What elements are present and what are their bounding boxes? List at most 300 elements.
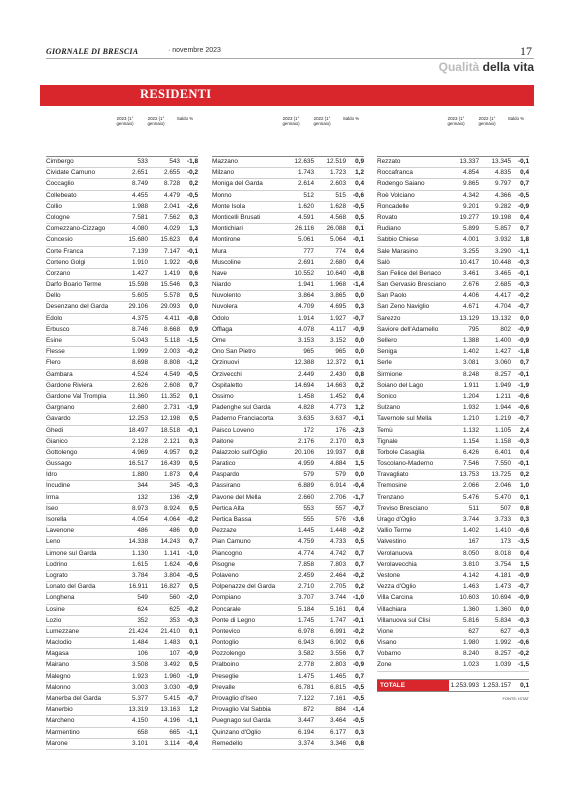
table-row	[377, 448, 529, 459]
residents-2022: 1.211	[495, 392, 511, 400]
residents-2023: 3.864	[298, 292, 314, 300]
table-row	[46, 560, 198, 571]
saldo-value: -0,2	[352, 527, 364, 535]
municipality-name: Ponte di Legno	[212, 616, 255, 624]
residents-2022: 8.257	[495, 650, 511, 658]
page-number: 17	[520, 44, 532, 58]
table-row	[377, 437, 529, 448]
residents-2022: 1.448	[330, 527, 346, 535]
residents-2022: 965	[335, 348, 346, 356]
residents-2022: 173	[500, 538, 511, 546]
table-row	[377, 549, 529, 560]
municipality-name: Pavone del Mella	[212, 493, 262, 501]
municipality-name: Idro	[46, 471, 58, 479]
residents-2023: 2.176	[298, 437, 314, 445]
residents-2023: 627	[468, 627, 479, 635]
saldo-value: 0,4	[520, 448, 529, 456]
table-row	[46, 582, 198, 593]
header-2023: 2023 (1° gennaio)	[116, 116, 134, 126]
table-row	[46, 481, 198, 492]
municipality-name: Polpenazze del Garda	[212, 583, 276, 591]
saldo-value: -1,5	[517, 661, 529, 669]
residents-2022: 19.198	[491, 213, 511, 221]
residents-2022: 26.088	[326, 225, 346, 233]
residents-2023: 20.106	[294, 448, 314, 456]
municipality-name: Marmentino	[46, 728, 80, 736]
residents-2023: 4.524	[132, 370, 148, 378]
saldo-value: -0,3	[186, 482, 198, 490]
municipality-name: Tignale	[377, 437, 398, 445]
residents-2022: 4.064	[164, 516, 180, 523]
residents-2023: 549	[137, 594, 148, 602]
municipality-name: Paspardo	[212, 471, 240, 479]
residents-2022: 4.117	[330, 325, 346, 333]
table-row	[212, 672, 364, 683]
municipality-name: Incudine	[46, 482, 71, 490]
residents-2023: 16.517	[128, 460, 148, 468]
municipality-name: Longhena	[46, 594, 75, 602]
residents-2023: 18.497	[128, 426, 148, 434]
table-row	[377, 358, 529, 369]
table-row	[212, 481, 364, 492]
residents-2023: 4.854	[463, 169, 479, 177]
table-row	[46, 437, 198, 448]
saldo-value: 0,4	[189, 236, 198, 244]
table-row	[377, 537, 529, 548]
saldo-value: -0,2	[186, 169, 198, 177]
saldo-value: -0,5	[517, 191, 529, 199]
saldo-value: -0,1	[352, 236, 364, 244]
saldo-value: -0,2	[517, 650, 529, 658]
municipality-name: Tremosine	[377, 482, 407, 490]
section-title	[439, 60, 534, 74]
table-row	[212, 336, 364, 347]
saldo-value: -0,7	[352, 314, 364, 322]
saldo-value: 0,0	[520, 605, 529, 613]
saldo-value: -0,2	[186, 605, 198, 613]
table-row	[212, 683, 364, 694]
saldo-value: 0,3	[355, 437, 364, 445]
saldo-value: -0,1	[352, 415, 364, 423]
header-rule	[46, 58, 534, 59]
residents-2023: 1.620	[298, 202, 314, 210]
saldo-value: 0,0	[355, 337, 364, 344]
table-row	[377, 627, 529, 638]
residents-2023: 8.698	[132, 359, 148, 367]
saldo-value: -0,7	[517, 415, 529, 423]
table-row	[46, 302, 198, 313]
residents-2023: 872	[303, 706, 314, 714]
municipality-name: Cologne	[46, 213, 70, 221]
saldo-value: 0,8	[520, 504, 529, 512]
residents-2022: 6.914	[330, 482, 346, 490]
residents-2022: 3.492	[164, 661, 180, 669]
residents-2023: 6.194	[298, 728, 314, 736]
saldo-value: -0,5	[352, 202, 364, 210]
residents-2023: 1.615	[132, 560, 148, 568]
municipality-name: Orzivecchi	[212, 370, 242, 378]
residents-2023: 6.889	[298, 482, 314, 490]
saldo-value: 0,7	[520, 359, 529, 367]
table-row	[212, 358, 364, 369]
residents-2022: 2.803	[330, 661, 346, 669]
municipality-name: Vione	[377, 627, 394, 635]
municipality-name: Lavenone	[46, 527, 75, 535]
total-2023: 1.253.993	[450, 681, 479, 689]
residents-2023: 3.784	[132, 571, 148, 579]
saldo-value: 0,8	[355, 370, 364, 378]
table-row	[377, 605, 529, 616]
municipality-name: Pralboino	[212, 661, 240, 669]
municipality-name: Rezzato	[377, 158, 401, 165]
residents-2022: 1.628	[330, 202, 346, 210]
table-row	[46, 515, 198, 526]
municipality-name: Ono San Pietro	[212, 348, 256, 356]
residents-2023: 10.417	[459, 258, 479, 266]
municipality-name: Sellero	[377, 337, 397, 344]
saldo-value: 0,0	[520, 314, 529, 322]
table-row	[377, 168, 529, 179]
residents-2023: 4.455	[132, 191, 148, 199]
residents-2023: 5.043	[132, 337, 148, 344]
residents-2022: 1.105	[495, 426, 511, 434]
table-row	[212, 426, 364, 437]
saldo-value: -1,9	[186, 404, 198, 412]
municipality-name: Gambara	[46, 370, 73, 378]
table-row	[377, 202, 529, 213]
saldo-value: 1,3	[189, 225, 198, 233]
municipality-name: Quinzano d'Oglio	[212, 728, 261, 736]
residents-2023: 4.080	[132, 225, 148, 233]
table-row	[46, 280, 198, 291]
saldo-value: 0,5	[189, 583, 198, 591]
table-row	[46, 179, 198, 190]
table-row	[212, 549, 364, 560]
table-row	[46, 269, 198, 280]
municipality-name: Salò	[377, 258, 390, 266]
municipality-name: Iseo	[46, 504, 59, 512]
municipality-name: Paitone	[212, 437, 234, 445]
saldo-value: 0,2	[355, 381, 364, 389]
saldo-value: -0,1	[517, 460, 529, 468]
saldo-value: 0,5	[355, 213, 364, 221]
residents-2022: 6.401	[495, 448, 511, 456]
saldo-value: -0,4	[352, 482, 364, 490]
residents-2022: 4.029	[164, 225, 180, 233]
residents-2022: 3.346	[330, 739, 346, 747]
saldo-value: 0,3	[355, 303, 364, 311]
residents-2023: 9.201	[463, 202, 479, 210]
table-row	[377, 593, 529, 604]
municipality-name: Concesio	[46, 236, 73, 244]
residents-2023: 1.910	[132, 258, 148, 266]
municipality-name: Tavernole sul Mella	[377, 415, 432, 423]
table-row	[377, 560, 529, 571]
table-row	[377, 392, 529, 403]
municipality-name: Urago d'Oglio	[377, 516, 416, 523]
residents-2022: 5.118	[164, 337, 180, 344]
residents-2023: 6.943	[298, 639, 314, 647]
residents-2023: 1.914	[298, 314, 314, 322]
table-row	[377, 381, 529, 392]
municipality-name: Manerba del Garda	[46, 695, 102, 702]
residents-2023: 13.129	[459, 314, 479, 322]
saldo-value: -0,9	[517, 325, 529, 333]
residents-2022: 507	[500, 504, 511, 512]
residents-2022: 557	[335, 504, 346, 512]
residents-2022: 14.243	[160, 538, 180, 546]
table-row	[377, 493, 529, 504]
saldo-value: -0,3	[517, 258, 529, 266]
municipality-name: Temù	[377, 426, 393, 434]
saldo-value: 0,1	[355, 359, 364, 367]
residents-2022: 2.731	[164, 404, 180, 412]
saldo-value: 0,7	[520, 180, 529, 188]
table-row	[212, 414, 364, 425]
municipality-name: Pompiano	[212, 594, 241, 602]
municipality-name: Rovato	[377, 213, 398, 221]
saldo-value: -0,9	[517, 594, 529, 602]
municipality-name: Montichiari	[212, 225, 243, 233]
municipality-name: Esine	[46, 337, 62, 344]
residents-2023: 2.459	[298, 571, 314, 579]
residents-2022: 1.473	[495, 583, 511, 591]
residents-2022: 8.728	[164, 180, 180, 188]
table-row	[46, 168, 198, 179]
residents-2022: 107	[169, 650, 180, 658]
residents-2022: 486	[169, 527, 180, 535]
residents-2023: 12.388	[294, 359, 314, 367]
residents-2023: 26.116	[294, 225, 314, 233]
column-header	[46, 112, 198, 156]
residents-2022: 665	[169, 728, 180, 736]
table-row	[46, 716, 198, 727]
residents-2022: 1.624	[164, 560, 180, 568]
table-row	[46, 247, 198, 258]
residents-2022: 13.725	[491, 471, 511, 479]
residents-2023: 344	[137, 482, 148, 490]
residents-2022: 2.464	[330, 571, 346, 579]
municipality-name: Desenzano del Garda	[46, 303, 109, 311]
residents-2022: 5.470	[495, 493, 511, 501]
residents-2022: 6.815	[330, 683, 346, 691]
saldo-value: 0,9	[189, 325, 198, 333]
header-saldo: Saldo %	[176, 116, 194, 121]
residents-2022: 1.360	[495, 605, 511, 613]
saldo-value: -1,4	[352, 281, 364, 289]
municipality-name: Corte Franca	[46, 247, 84, 255]
residents-2023: 1.475	[298, 672, 314, 680]
residents-2023: 7.139	[132, 247, 148, 255]
residents-2023: 10.603	[459, 594, 479, 602]
residents-2023: 1.402	[463, 348, 479, 356]
municipality-name: Gianico	[46, 437, 68, 445]
residents-banner	[40, 85, 534, 106]
residents-2022: 1.968	[330, 281, 346, 289]
saldo-value: -0,5	[352, 717, 364, 725]
saldo-value: -0,2	[352, 571, 364, 579]
saldo-value: 1,0	[520, 482, 529, 490]
residents-2023: 3.447	[298, 717, 314, 725]
residents-2023: 3.255	[463, 247, 479, 255]
municipality-name: Cividate Camuno	[46, 169, 96, 177]
municipality-name: Dello	[46, 292, 61, 300]
table-row	[46, 448, 198, 459]
residents-2023: 1.463	[463, 583, 479, 591]
saldo-value: -0,3	[517, 437, 529, 445]
saldo-value: -0,9	[517, 337, 529, 344]
municipality-name: Pisogne	[212, 560, 236, 568]
municipality-name: Passirano	[212, 482, 241, 490]
residents-2022: 3.754	[495, 560, 511, 568]
municipality-name: Villanuova sul Clisi	[377, 616, 431, 624]
saldo-value: 0,7	[355, 650, 364, 658]
residents-2022: 6.991	[330, 627, 346, 635]
municipality-name: Leno	[46, 538, 61, 546]
municipality-name: Nave	[212, 269, 227, 277]
table-row	[46, 291, 198, 302]
residents-2023: 1.388	[463, 337, 479, 344]
municipality-name: Roncadelle	[377, 202, 409, 210]
saldo-value: -0,6	[517, 639, 529, 647]
saldo-value: 0,4	[520, 213, 529, 221]
residents-2023: 10.552	[294, 269, 314, 277]
residents-2023: 106	[137, 650, 148, 658]
municipality-name: Maclodio	[46, 639, 72, 647]
saldo-value: 0,2	[189, 448, 198, 456]
saldo-value: -0,7	[186, 695, 198, 702]
saldo-value: 0,5	[189, 504, 198, 512]
municipality-name: Ossimo	[212, 392, 234, 400]
table-row	[46, 202, 198, 213]
residents-2022: 7.161	[330, 695, 346, 702]
municipality-name: Paisco Loveno	[212, 426, 254, 434]
residents-2022: 19.937	[326, 448, 346, 456]
municipality-name: Edolo	[46, 314, 63, 322]
saldo-value: -0,9	[352, 325, 364, 333]
table-row	[212, 728, 364, 739]
residents-2022: 1.410	[495, 527, 511, 535]
residents-2022: 3.114	[164, 739, 180, 747]
table-row	[377, 616, 529, 627]
saldo-value: -1,8	[517, 348, 529, 356]
saldo-value: 0,0	[355, 348, 364, 356]
residents-2023: 5.899	[463, 225, 479, 233]
table-row	[212, 325, 364, 336]
saldo-value: -0,6	[352, 191, 364, 199]
residents-2023: 2.676	[463, 281, 479, 289]
residents-2023: 4.001	[463, 236, 479, 244]
residents-2023: 555	[303, 516, 314, 523]
residents-2022: 2.041	[164, 202, 180, 210]
municipality-name: Padenghe sul Garda	[212, 404, 271, 412]
residents-2023: 167	[468, 538, 479, 546]
residents-2022: 5.834	[495, 616, 511, 624]
residents-2022: 15.623	[160, 236, 180, 244]
municipality-name: Gottolengo	[46, 448, 78, 456]
table-row	[377, 515, 529, 526]
saldo-value: -0,3	[517, 616, 529, 624]
header-2022: 2022 (1° gennaio)	[313, 116, 331, 126]
table-row	[46, 191, 198, 202]
saldo-value: -0,9	[352, 661, 364, 669]
residents-2022: 176	[335, 426, 346, 434]
table-row	[46, 694, 198, 705]
saldo-value: -0,4	[186, 739, 198, 747]
municipality-name: Provaglio Val Sabbia	[212, 706, 271, 714]
saldo-value: -0,9	[186, 650, 198, 658]
municipality-name: San Paolo	[377, 292, 407, 300]
saldo-value: 0,0	[355, 292, 364, 300]
residents-2023: 3.810	[463, 560, 479, 568]
residents-2023: 5.605	[132, 292, 148, 300]
municipality-name: San Zeno Naviglio	[377, 303, 430, 311]
table-row	[46, 593, 198, 604]
total-saldo: 0,1	[520, 681, 529, 689]
saldo-value: -0,5	[186, 370, 198, 378]
residents-2023: 1.941	[298, 281, 314, 289]
residents-2022: 13.163	[160, 706, 180, 714]
residents-2022: 1.141	[164, 549, 180, 557]
municipality-name: Marcheno	[46, 717, 75, 725]
table-row	[212, 638, 364, 649]
residents-2023: 1.980	[463, 639, 479, 647]
residents-2022: 14.663	[326, 381, 346, 389]
residents-2023: 4.959	[298, 460, 314, 468]
saldo-value: 0,7	[520, 225, 529, 233]
municipality-name: Saviore dell'Adamello	[377, 325, 439, 333]
saldo-value: -1,8	[186, 158, 198, 165]
residents-2023: 6.426	[463, 448, 479, 456]
municipality-name: Sulzano	[377, 404, 401, 412]
table-row	[212, 571, 364, 582]
municipality-name: Roccafranca	[377, 169, 413, 177]
saldo-value: 0,9	[355, 158, 364, 165]
municipality-name: Isorella	[46, 516, 67, 523]
residents-2022: 4.568	[330, 213, 346, 221]
table-row	[212, 258, 364, 269]
residents-2022: 1.723	[330, 169, 346, 177]
municipality-name: Comezzano-Cizzago	[46, 225, 106, 233]
residents-2022: 884	[335, 706, 346, 714]
residents-2022: 7.147	[164, 247, 180, 255]
table-row	[377, 336, 529, 347]
saldo-value: 0,1	[189, 627, 198, 635]
municipality-name: Villachiara	[377, 605, 407, 613]
residents-2023: 3.508	[132, 661, 148, 669]
municipality-name: Darfo Boario Terme	[46, 281, 102, 289]
table-row	[46, 549, 198, 560]
residents-2023: 1.210	[463, 415, 479, 423]
residents-2023: 1.132	[463, 426, 479, 434]
residents-2022: 12.519	[326, 158, 346, 165]
saldo-value: -1,2	[186, 359, 198, 367]
municipality-name: Villa Carcina	[377, 594, 413, 602]
table-row	[212, 470, 364, 481]
header-2022: 2022 (1° gennaio)	[478, 116, 496, 126]
saldo-value: 0,5	[189, 460, 198, 468]
residents-2023: 4.342	[463, 191, 479, 199]
saldo-value: 1,2	[355, 404, 364, 412]
municipality-name: Malonno	[46, 683, 71, 691]
municipality-name: Sabbio Chiese	[377, 236, 419, 244]
residents-2022: 2.680	[330, 258, 346, 266]
residents-2022: 10.640	[326, 269, 346, 277]
residents-2022: 5.064	[330, 236, 346, 244]
saldo-value: 0,3	[189, 437, 198, 445]
table-row	[212, 560, 364, 571]
table-row	[212, 493, 364, 504]
